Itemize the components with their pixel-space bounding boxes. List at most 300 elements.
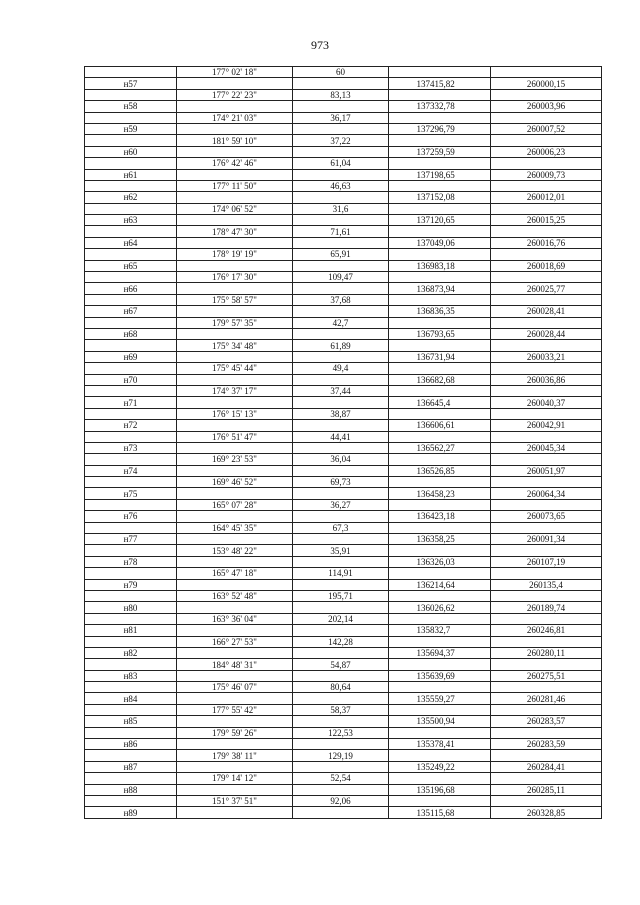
distance-cell: [293, 420, 389, 431]
y-coordinate-cell: [491, 112, 602, 123]
spacer-cell: [389, 750, 417, 761]
angle-cell: 177° 11' 50": [177, 180, 293, 191]
point-row: [85, 146, 602, 157]
angle-cell: [177, 693, 293, 704]
point-row: [85, 716, 602, 727]
point-cell: н80: [85, 602, 177, 613]
y-coordinate-cell: 260016,76: [491, 237, 602, 248]
angle-cell: [177, 192, 293, 203]
segment-row: [85, 613, 602, 624]
segment-row: [85, 590, 602, 601]
point-row: [85, 647, 602, 658]
segment-row: [85, 750, 602, 761]
spacer-cell: [389, 351, 417, 362]
angle-cell: [177, 215, 293, 226]
y-coordinate-cell: 260033,21: [491, 351, 602, 362]
segment-row: [85, 682, 602, 693]
distance-cell: [293, 579, 389, 590]
spacer-cell: [389, 237, 417, 248]
angle-cell: 175° 58' 57": [177, 294, 293, 305]
y-coordinate-cell: [491, 773, 602, 784]
angle-cell: 177° 02' 18": [177, 67, 293, 78]
point-row: [85, 374, 602, 385]
distance-cell: [293, 556, 389, 567]
spacer-cell: [389, 613, 417, 624]
angle-cell: 176° 51' 47": [177, 431, 293, 442]
point-row: [85, 442, 602, 453]
x-coordinate-cell: [417, 431, 491, 442]
spacer-cell: [389, 739, 417, 750]
angle-cell: 179° 38' 11": [177, 750, 293, 761]
x-coordinate-cell: 136645,4: [417, 397, 491, 408]
y-coordinate-cell: 260275,51: [491, 670, 602, 681]
distance-cell: 109,47: [293, 272, 389, 283]
spacer-cell: [389, 146, 417, 157]
point-cell: [85, 67, 177, 78]
distance-cell: [293, 647, 389, 658]
x-coordinate-cell: 137152,08: [417, 192, 491, 203]
distance-cell: 54,87: [293, 659, 389, 670]
spacer-cell: [389, 215, 417, 226]
distance-cell: 202,14: [293, 613, 389, 624]
point-cell: н71: [85, 397, 177, 408]
angle-cell: 175° 34' 48": [177, 340, 293, 351]
distance-cell: 35,91: [293, 545, 389, 556]
angle-cell: 165° 07' 28": [177, 499, 293, 510]
angle-cell: [177, 647, 293, 658]
x-coordinate-cell: 137120,65: [417, 215, 491, 226]
angle-cell: 174° 06' 52": [177, 203, 293, 214]
y-coordinate-cell: [491, 727, 602, 738]
distance-cell: [293, 351, 389, 362]
point-row: [85, 784, 602, 795]
point-cell: н69: [85, 351, 177, 362]
y-coordinate-cell: 260283,59: [491, 739, 602, 750]
segment-row: [85, 67, 602, 78]
angle-cell: 176° 15' 13": [177, 408, 293, 419]
spacer-cell: [389, 306, 417, 317]
point-cell: н85: [85, 716, 177, 727]
point-cell: [85, 477, 177, 488]
spacer-cell: [389, 420, 417, 431]
point-cell: [85, 317, 177, 328]
point-cell: н81: [85, 625, 177, 636]
point-cell: н77: [85, 534, 177, 545]
x-coordinate-cell: [417, 590, 491, 601]
segment-row: [85, 454, 602, 465]
x-coordinate-cell: [417, 203, 491, 214]
distance-cell: 61,89: [293, 340, 389, 351]
x-coordinate-cell: 135639,69: [417, 670, 491, 681]
point-cell: н86: [85, 739, 177, 750]
spacer-cell: [389, 374, 417, 385]
angle-cell: [177, 761, 293, 772]
angle-cell: [177, 465, 293, 476]
point-cell: [85, 682, 177, 693]
spacer-cell: [389, 727, 417, 738]
angle-cell: [177, 534, 293, 545]
point-cell: н89: [85, 807, 177, 818]
spacer-cell: [389, 169, 417, 180]
coordinates-table: [84, 66, 602, 819]
y-coordinate-cell: 260281,46: [491, 693, 602, 704]
y-coordinate-cell: 260036,86: [491, 374, 602, 385]
y-coordinate-cell: 260246,81: [491, 625, 602, 636]
point-row: [85, 351, 602, 362]
angle-cell: [177, 556, 293, 567]
x-coordinate-cell: [417, 796, 491, 807]
distance-cell: [293, 397, 389, 408]
point-cell: н83: [85, 670, 177, 681]
spacer-cell: [389, 807, 417, 818]
x-coordinate-cell: [417, 773, 491, 784]
angle-cell: 177° 55' 42": [177, 704, 293, 715]
page-number: 973: [311, 38, 329, 52]
point-row: [85, 123, 602, 134]
point-row: [85, 169, 602, 180]
segment-row: [85, 522, 602, 533]
angle-cell: 165° 47' 18": [177, 568, 293, 579]
y-coordinate-cell: 260006,23: [491, 146, 602, 157]
spacer-cell: [389, 522, 417, 533]
point-cell: н79: [85, 579, 177, 590]
point-cell: [85, 180, 177, 191]
point-row: [85, 625, 602, 636]
point-cell: н68: [85, 328, 177, 339]
angle-cell: [177, 169, 293, 180]
y-coordinate-cell: 260051,97: [491, 465, 602, 476]
x-coordinate-cell: 135694,37: [417, 647, 491, 658]
y-coordinate-cell: [491, 385, 602, 396]
y-coordinate-cell: [491, 363, 602, 374]
spacer-cell: [389, 203, 417, 214]
distance-cell: [293, 739, 389, 750]
spacer-cell: [389, 385, 417, 396]
y-coordinate-cell: 260025,77: [491, 283, 602, 294]
y-coordinate-cell: [491, 203, 602, 214]
spacer-cell: [389, 545, 417, 556]
point-row: [85, 602, 602, 613]
spacer-cell: [389, 647, 417, 658]
y-coordinate-cell: 260028,41: [491, 306, 602, 317]
angle-cell: [177, 78, 293, 89]
point-cell: [85, 340, 177, 351]
x-coordinate-cell: 136458,23: [417, 488, 491, 499]
spacer-cell: [389, 363, 417, 374]
x-coordinate-cell: [417, 180, 491, 191]
spacer-cell: [389, 249, 417, 260]
distance-cell: 92,06: [293, 796, 389, 807]
x-coordinate-cell: [417, 340, 491, 351]
distance-cell: 58,37: [293, 704, 389, 715]
x-coordinate-cell: [417, 317, 491, 328]
y-coordinate-cell: [491, 659, 602, 670]
y-coordinate-cell: [491, 249, 602, 260]
distance-cell: [293, 215, 389, 226]
y-coordinate-cell: [491, 545, 602, 556]
x-coordinate-cell: [417, 499, 491, 510]
angle-cell: 175° 46' 07": [177, 682, 293, 693]
point-cell: [85, 568, 177, 579]
y-coordinate-cell: [491, 272, 602, 283]
spacer-cell: [389, 408, 417, 419]
point-row: [85, 192, 602, 203]
segment-row: [85, 317, 602, 328]
x-coordinate-cell: 136682,68: [417, 374, 491, 385]
x-coordinate-cell: [417, 294, 491, 305]
spacer-cell: [389, 135, 417, 146]
segment-row: [85, 704, 602, 715]
y-coordinate-cell: 260045,34: [491, 442, 602, 453]
distance-cell: [293, 693, 389, 704]
spacer-cell: [389, 294, 417, 305]
distance-cell: 37,22: [293, 135, 389, 146]
y-coordinate-cell: 260064,34: [491, 488, 602, 499]
angle-cell: 176° 42' 46": [177, 158, 293, 169]
point-cell: [85, 158, 177, 169]
y-coordinate-cell: 260189,74: [491, 602, 602, 613]
y-coordinate-cell: [491, 431, 602, 442]
segment-row: [85, 431, 602, 442]
distance-cell: 42,7: [293, 317, 389, 328]
segment-row: [85, 659, 602, 670]
coordinates-table-body: [85, 67, 602, 819]
y-coordinate-cell: 260280,11: [491, 647, 602, 658]
segment-row: [85, 294, 602, 305]
angle-cell: 163° 36' 04": [177, 613, 293, 624]
point-cell: н65: [85, 260, 177, 271]
point-cell: [85, 636, 177, 647]
y-coordinate-cell: 260007,52: [491, 123, 602, 134]
x-coordinate-cell: [417, 363, 491, 374]
spacer-cell: [389, 340, 417, 351]
segment-row: [85, 545, 602, 556]
x-coordinate-cell: 136983,18: [417, 260, 491, 271]
point-row: [85, 488, 602, 499]
x-coordinate-cell: 136731,94: [417, 351, 491, 362]
distance-cell: 83,13: [293, 89, 389, 100]
spacer-cell: [389, 682, 417, 693]
distance-cell: 69,73: [293, 477, 389, 488]
x-coordinate-cell: [417, 477, 491, 488]
segment-row: [85, 727, 602, 738]
angle-cell: 179° 59' 26": [177, 727, 293, 738]
point-row: [85, 215, 602, 226]
point-row: [85, 237, 602, 248]
x-coordinate-cell: [417, 659, 491, 670]
spacer-cell: [389, 101, 417, 112]
distance-cell: [293, 670, 389, 681]
angle-cell: 178° 19' 19": [177, 249, 293, 260]
distance-cell: 36,27: [293, 499, 389, 510]
distance-cell: 60: [293, 67, 389, 78]
point-cell: н61: [85, 169, 177, 180]
point-cell: [85, 750, 177, 761]
angle-cell: 166° 27' 53": [177, 636, 293, 647]
point-row: [85, 397, 602, 408]
point-cell: [85, 89, 177, 100]
angle-cell: [177, 602, 293, 613]
distance-cell: 61,04: [293, 158, 389, 169]
distance-cell: [293, 488, 389, 499]
spacer-cell: [389, 454, 417, 465]
x-coordinate-cell: 135832,7: [417, 625, 491, 636]
x-coordinate-cell: 136793,65: [417, 328, 491, 339]
point-cell: [85, 499, 177, 510]
spacer-cell: [389, 112, 417, 123]
x-coordinate-cell: [417, 135, 491, 146]
angle-cell: [177, 101, 293, 112]
angle-cell: 184° 48' 31": [177, 659, 293, 670]
x-coordinate-cell: [417, 613, 491, 624]
point-cell: н82: [85, 647, 177, 658]
distance-cell: [293, 761, 389, 772]
angle-cell: 176° 17' 30": [177, 272, 293, 283]
spacer-cell: [389, 123, 417, 134]
spacer-cell: [389, 693, 417, 704]
x-coordinate-cell: 137259,59: [417, 146, 491, 157]
y-coordinate-cell: [491, 636, 602, 647]
point-cell: н70: [85, 374, 177, 385]
segment-row: [85, 363, 602, 374]
spacer-cell: [389, 761, 417, 772]
point-cell: н57: [85, 78, 177, 89]
y-coordinate-cell: [491, 796, 602, 807]
y-coordinate-cell: 260015,25: [491, 215, 602, 226]
angle-cell: [177, 306, 293, 317]
distance-cell: [293, 716, 389, 727]
spacer-cell: [389, 431, 417, 442]
angle-cell: 178° 47' 30": [177, 226, 293, 237]
spacer-cell: [389, 477, 417, 488]
segment-row: [85, 135, 602, 146]
y-coordinate-cell: 260107,19: [491, 556, 602, 567]
angle-cell: [177, 488, 293, 499]
point-cell: [85, 704, 177, 715]
distance-cell: [293, 784, 389, 795]
spacer-cell: [389, 625, 417, 636]
distance-cell: 80,64: [293, 682, 389, 693]
spacer-cell: [389, 670, 417, 681]
distance-cell: [293, 123, 389, 134]
point-cell: н73: [85, 442, 177, 453]
spacer-cell: [389, 704, 417, 715]
spacer-cell: [389, 283, 417, 294]
y-coordinate-cell: [491, 613, 602, 624]
angle-cell: 177° 22' 23": [177, 89, 293, 100]
spacer-cell: [389, 226, 417, 237]
angle-cell: [177, 123, 293, 134]
point-row: [85, 283, 602, 294]
angle-cell: 175° 45' 44": [177, 363, 293, 374]
distance-cell: 37,68: [293, 294, 389, 305]
x-coordinate-cell: 135559,27: [417, 693, 491, 704]
point-row: [85, 739, 602, 750]
spacer-cell: [389, 773, 417, 784]
angle-cell: [177, 283, 293, 294]
segment-row: [85, 385, 602, 396]
segment-row: [85, 158, 602, 169]
y-coordinate-cell: 260018,69: [491, 260, 602, 271]
point-cell: н87: [85, 761, 177, 772]
point-row: [85, 260, 602, 271]
x-coordinate-cell: [417, 158, 491, 169]
x-coordinate-cell: 137332,78: [417, 101, 491, 112]
point-row: [85, 328, 602, 339]
y-coordinate-cell: 260040,37: [491, 397, 602, 408]
x-coordinate-cell: 136326,03: [417, 556, 491, 567]
point-row: [85, 420, 602, 431]
spacer-cell: [389, 192, 417, 203]
spacer-cell: [389, 317, 417, 328]
segment-row: [85, 272, 602, 283]
angle-cell: [177, 397, 293, 408]
point-cell: н67: [85, 306, 177, 317]
x-coordinate-cell: 136836,35: [417, 306, 491, 317]
distance-cell: 36,04: [293, 454, 389, 465]
distance-cell: [293, 260, 389, 271]
x-coordinate-cell: 136214,64: [417, 579, 491, 590]
x-coordinate-cell: [417, 408, 491, 419]
point-row: [85, 534, 602, 545]
x-coordinate-cell: 135378,41: [417, 739, 491, 750]
angle-cell: [177, 784, 293, 795]
x-coordinate-cell: 135500,94: [417, 716, 491, 727]
point-cell: н76: [85, 511, 177, 522]
angle-cell: 164° 45' 35": [177, 522, 293, 533]
distance-cell: 142,28: [293, 636, 389, 647]
y-coordinate-cell: [491, 750, 602, 761]
distance-cell: [293, 442, 389, 453]
point-row: [85, 579, 602, 590]
x-coordinate-cell: 136358,25: [417, 534, 491, 545]
angle-cell: [177, 579, 293, 590]
x-coordinate-cell: [417, 67, 491, 78]
spacer-cell: [389, 499, 417, 510]
y-coordinate-cell: [491, 180, 602, 191]
x-coordinate-cell: [417, 568, 491, 579]
point-cell: [85, 796, 177, 807]
x-coordinate-cell: [417, 385, 491, 396]
angle-cell: 181° 59' 10": [177, 135, 293, 146]
point-row: [85, 761, 602, 772]
angle-cell: 169° 46' 52": [177, 477, 293, 488]
spacer-cell: [389, 465, 417, 476]
segment-row: [85, 89, 602, 100]
segment-row: [85, 408, 602, 419]
y-coordinate-cell: 260000,15: [491, 78, 602, 89]
segment-row: [85, 180, 602, 191]
point-cell: [85, 659, 177, 670]
x-coordinate-cell: 135196,68: [417, 784, 491, 795]
y-coordinate-cell: 260009,73: [491, 169, 602, 180]
point-cell: [85, 249, 177, 260]
angle-cell: [177, 237, 293, 248]
x-coordinate-cell: [417, 454, 491, 465]
point-cell: н66: [85, 283, 177, 294]
y-coordinate-cell: [491, 67, 602, 78]
segment-row: [85, 249, 602, 260]
distance-cell: [293, 602, 389, 613]
distance-cell: [293, 328, 389, 339]
point-cell: н58: [85, 101, 177, 112]
angle-cell: [177, 146, 293, 157]
point-cell: [85, 590, 177, 601]
point-row: [85, 101, 602, 112]
y-coordinate-cell: 260042,91: [491, 420, 602, 431]
spacer-cell: [389, 272, 417, 283]
x-coordinate-cell: 135249,22: [417, 761, 491, 772]
